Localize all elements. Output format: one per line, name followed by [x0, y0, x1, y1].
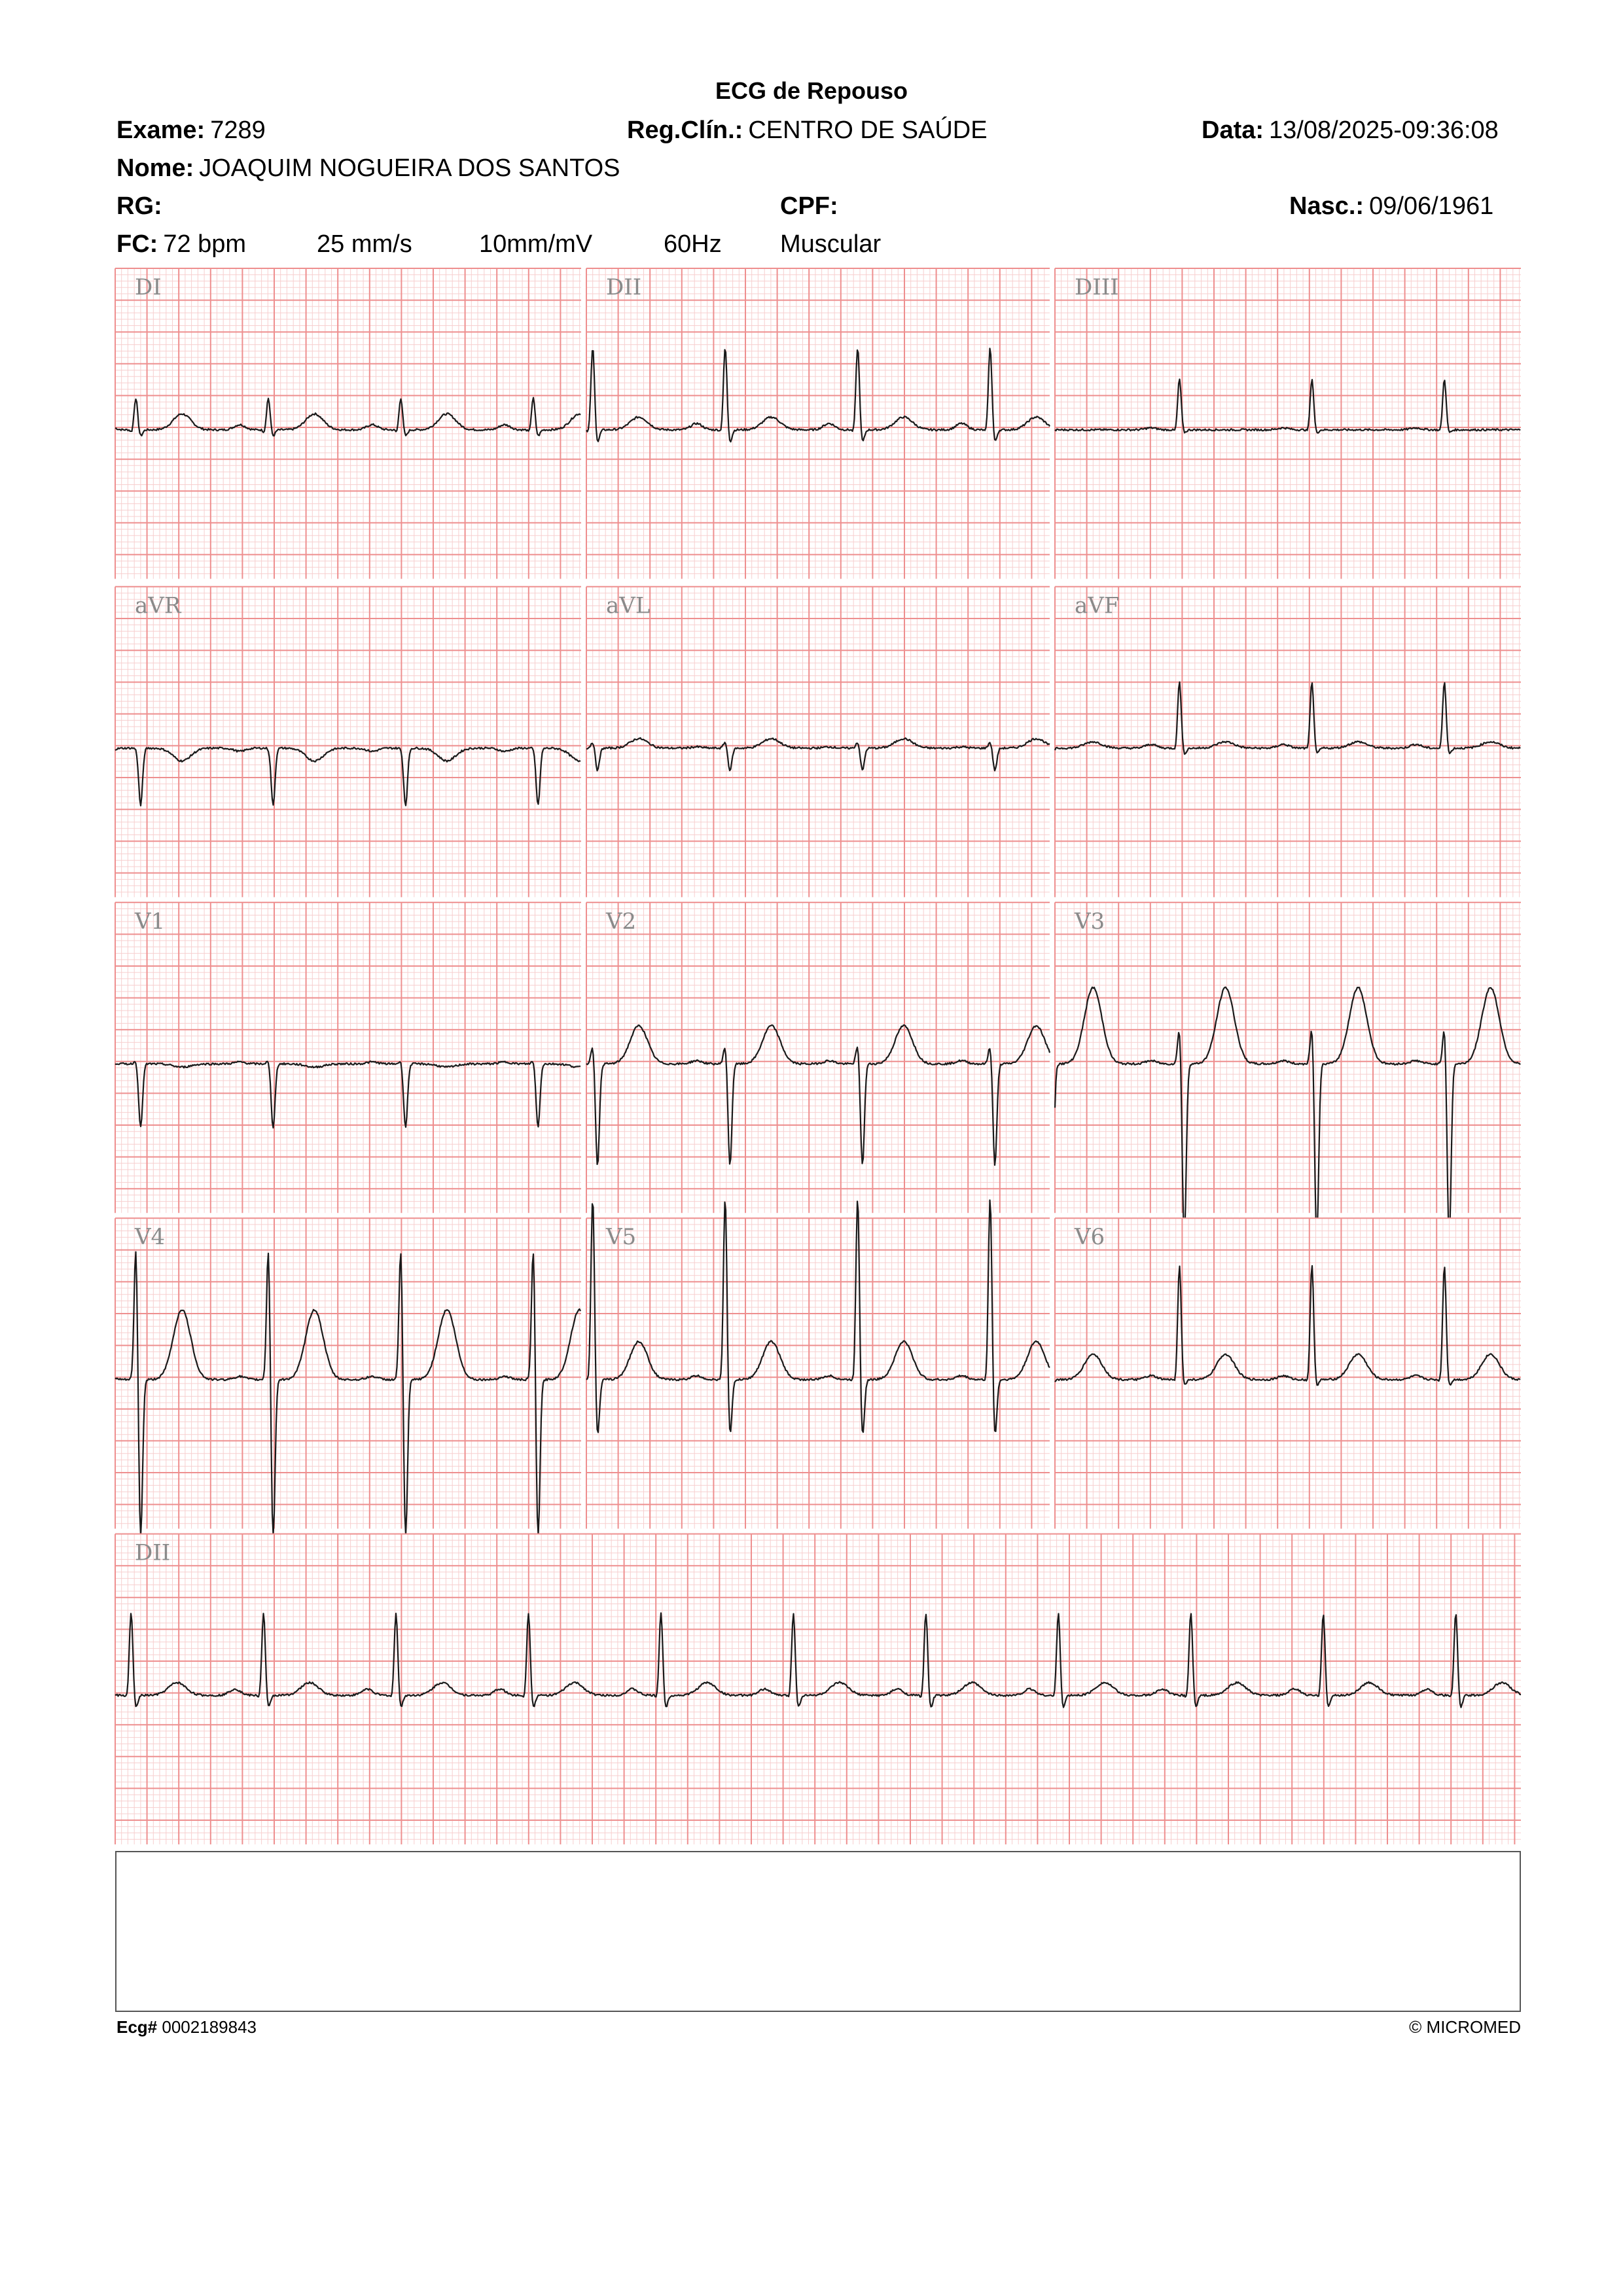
- lead-v5-label: V5: [606, 1224, 637, 1251]
- lead-v2-label: V2: [606, 908, 637, 935]
- exam-value: 7289: [210, 117, 266, 144]
- name-value: JOAQUIM NOGUEIRA DOS SANTOS: [199, 154, 620, 182]
- heart-rate-value: 72 bpm: [163, 230, 247, 258]
- lead-dii-grid: [586, 268, 1050, 579]
- lead-avr-label: aVR: [135, 592, 181, 619]
- lead-avf-label: aVF: [1075, 592, 1120, 619]
- lead-diii-grid: [1055, 268, 1521, 579]
- name-label: Nome:: [116, 154, 194, 182]
- lead-diii-label: DIII: [1075, 274, 1119, 300]
- lead-v1-label: V1: [135, 908, 166, 935]
- lead-v4-label: V4: [135, 1224, 166, 1251]
- date-value: 13/08/2025-09:36:08: [1269, 117, 1499, 144]
- birthdate-value: 09/06/1961: [1369, 192, 1494, 220]
- cpf-label: CPF:: [780, 192, 838, 220]
- lead-avf-grid: [1055, 586, 1521, 897]
- rhythm-strip-grid: [115, 1534, 1521, 1844]
- lead-v4-grid: [115, 1218, 581, 1528]
- lead-v6-label: V6: [1075, 1224, 1105, 1251]
- gain-setting: 10mm/mV: [479, 230, 593, 258]
- clinic-label: Reg.Clín.:: [627, 117, 743, 144]
- clinic-value: CENTRO DE SAÚDE: [748, 117, 988, 144]
- brand-copyright: © MICROMED: [1409, 2017, 1521, 2037]
- rhythm-strip-label: DII: [135, 1539, 171, 1566]
- comment-box: [115, 1851, 1521, 2012]
- line-frequency: 60Hz: [664, 230, 722, 258]
- rhythm-strip-grid-bg: [115, 1534, 1521, 1844]
- lead-dii-grid-bg: [586, 268, 1050, 579]
- ecg-id-value: 0002189843: [162, 2017, 257, 2037]
- paper-speed: 25 mm/s: [317, 230, 412, 258]
- heart-rate-label: FC:: [116, 230, 158, 258]
- filter-setting: Muscular: [780, 230, 882, 258]
- birthdate-label: Nasc.:: [1289, 192, 1364, 220]
- lead-avl-grid: [586, 586, 1050, 897]
- lead-v3-label: V3: [1075, 908, 1105, 935]
- lead-avr-grid: [115, 586, 581, 897]
- lead-avl-grid-bg: [586, 586, 1050, 897]
- ecg-id-label: Ecg#: [116, 2017, 158, 2037]
- date-label: Data:: [1202, 117, 1264, 144]
- lead-di-label: DI: [135, 274, 162, 300]
- exam-label: Exame:: [116, 117, 205, 144]
- ecg-id: [116, 2017, 257, 2037]
- rg-label: RG:: [116, 192, 162, 220]
- lead-di-grid: [115, 268, 581, 579]
- report-title: ECG de Repouso: [715, 77, 908, 104]
- lead-v1-grid: [115, 903, 581, 1213]
- lead-dii-label: DII: [606, 274, 642, 300]
- lead-avl-label: aVL: [606, 592, 651, 619]
- lead-v6-grid: [1055, 1218, 1521, 1528]
